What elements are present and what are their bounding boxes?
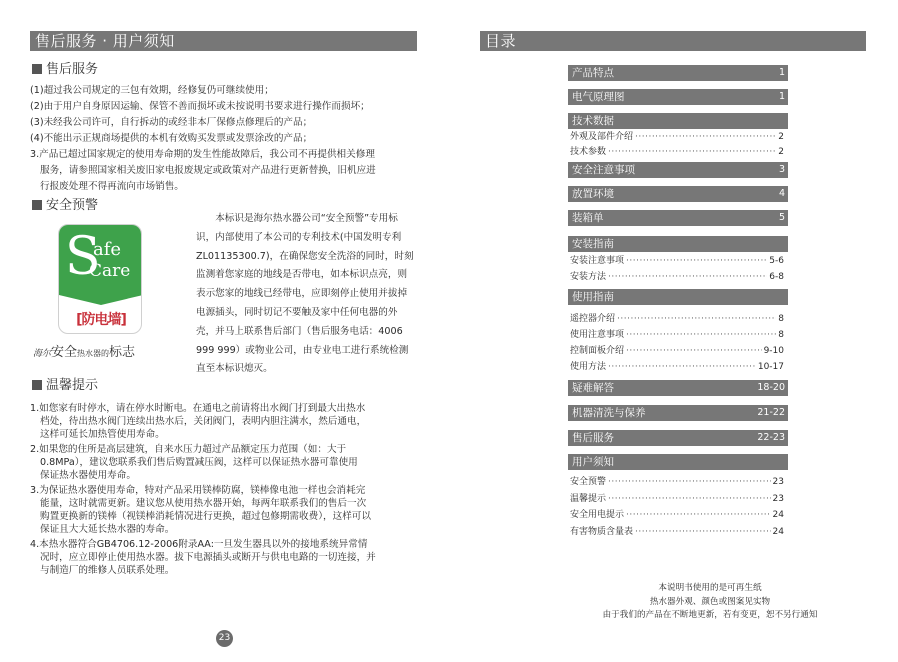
toc-section-bar[interactable] <box>568 89 788 105</box>
logo-caption <box>33 341 135 360</box>
toc-entry-label: 使用方法 <box>570 362 607 372</box>
safe-care-logo <box>58 224 142 334</box>
toc-entry-label: 使用注意事项 <box>570 330 625 340</box>
toc-section-label: 电气原理图 <box>572 91 625 103</box>
tip-line: 能量，这时就需更新。建议您从使用热水器开始，每两年联系我们的售后一次 <box>40 498 367 509</box>
page-header-contents: 目录 <box>480 31 866 51</box>
toc-page-number: 1 <box>778 67 785 78</box>
caption-part: 安全 <box>51 345 78 360</box>
toc-section-bar[interactable] <box>568 236 788 252</box>
toc-entry[interactable] <box>570 312 784 327</box>
section-title-safety-warning <box>32 198 98 214</box>
toc-page-number: 1 <box>778 91 785 102</box>
toc-section-label: 技术数据 <box>572 115 614 127</box>
tip-line: 档处，待出热水阀门连续出热水后，关闭阀门，表明内胆注满水，然后通电， <box>40 416 367 427</box>
after-sales-line: 行报废处理不得再流向市场销售。 <box>40 181 184 192</box>
toc-page-number: 2 <box>778 147 784 157</box>
caption-part: 标志 <box>109 345 136 360</box>
toc-section-label: 产品特点 <box>572 67 614 79</box>
logo-text-afe: afe <box>93 239 122 260</box>
toc-page-number: 24 <box>772 510 784 520</box>
after-sales-list <box>30 83 376 195</box>
toc-section-bar[interactable] <box>568 65 788 81</box>
after-sales-line: (3)未经我公司许可，自行拆动的或经非本厂保修点修理后的产品； <box>30 117 313 128</box>
square-bullet-icon <box>32 64 42 74</box>
toc-page-number: 2 <box>778 132 784 142</box>
square-bullet-icon <box>32 380 42 390</box>
toc-entry[interactable] <box>570 254 784 269</box>
safety-warning-description <box>196 210 416 379</box>
logo-chevron <box>59 295 142 305</box>
toc-entry[interactable] <box>570 270 784 285</box>
toc-entry-label: 安装方法 <box>570 272 607 282</box>
toc-entry-label: 外观及部件介绍 <box>570 132 634 142</box>
toc-leader-dots <box>608 492 771 507</box>
toc-entry-label: 控制面板介绍 <box>570 346 625 356</box>
toc-section-bar[interactable] <box>568 380 788 396</box>
toc-page-number: 3 <box>778 164 785 175</box>
toc-section-label: 疑难解答 <box>572 382 614 394</box>
toc-page-number: 8 <box>778 314 784 324</box>
toc-section-bar[interactable] <box>568 186 788 202</box>
toc-leader-dots <box>617 312 776 327</box>
warm-tip-item <box>30 402 376 441</box>
toc-leader-dots <box>608 360 756 375</box>
toc-page-number: 23 <box>772 477 784 487</box>
toc-section-label: 机器清洗与保养 <box>572 407 646 419</box>
tip-line: 1.如您家有时停水，请在停水时断电。在通电之前请将出水阀门打到最大出热水 <box>30 403 366 414</box>
tip-line: 0.8MPa），建议您联系我们售后购置减压阀，这样可以保证热水器可靠使用 <box>40 457 358 468</box>
tip-line: 保证热水器使用寿命。 <box>40 470 136 481</box>
toc-entry-label: 安装注意事项 <box>570 256 625 266</box>
toc-page-number: 5 <box>778 212 785 223</box>
toc-page-number: 24 <box>772 527 784 537</box>
toc-leader-dots <box>626 328 776 343</box>
warm-tip-item <box>30 484 376 536</box>
toc-section-label: 使用指南 <box>572 291 614 303</box>
toc-entry-label: 温馨提示 <box>570 494 607 504</box>
after-sales-line: 服务，请参照国家相关废旧家电报废规定或政策对产品进行更新替换，旧机应进 <box>40 165 376 176</box>
toc-leader-dots <box>608 475 771 490</box>
tip-line: 与制造厂的维修人员联系处理。 <box>40 565 175 576</box>
toc-section-bar[interactable] <box>568 454 788 470</box>
toc-entry-label: 有害物质含量表 <box>570 527 634 537</box>
toc-section-bar[interactable] <box>568 430 788 446</box>
toc-page-number: 5-6 <box>769 256 784 266</box>
toc-page-number: 10-17 <box>757 362 784 372</box>
tip-line: 这样可延长加热管使用寿命。 <box>40 429 165 440</box>
toc-page-number: 6-8 <box>769 272 784 282</box>
toc-section-bar[interactable] <box>568 289 788 305</box>
caption-part: 热水器的 <box>77 349 110 358</box>
logo-letter-s: S <box>65 227 101 287</box>
description-text: 本标识是海尔热水器公司“安全预警”专用标识，内部使用了本公司的专利技术(中国发明专利ZL01135300.7)，在确保您安全洗浴的同时，时刻监测着您家庭的地线是否带电，如本标识点亮，则表示您家的地线已经带电，应即刻停止使用并拔掉电源插头，同时切记不要触及家中任何电器的外壳，并马上联系售后部门（售后服务电话：4006 999 999）或物业公司，由专业电工进行系统检测直至本标识熄灭。 <box>196 213 414 375</box>
page-header-after-sales: 售后服务 · 用户须知 <box>30 31 417 51</box>
toc-entry[interactable] <box>570 492 784 507</box>
toc-page-number: 4 <box>778 188 785 199</box>
section-title-text: 安全预警 <box>46 198 99 213</box>
toc-entry[interactable] <box>570 508 784 523</box>
toc-entry[interactable] <box>570 525 784 540</box>
toc-entry[interactable] <box>570 328 784 343</box>
warm-tips-list <box>30 402 376 579</box>
toc-leader-dots <box>608 270 767 285</box>
after-sales-line: (2)由于用户自身原因运输、保管不善而损坏或未按说明书要求进行操作而损坏； <box>30 101 370 112</box>
tip-line: 购置更换新的镁棒（视镁棒消耗情况进行更换，超过包修期需收费），这样可以 <box>40 511 371 522</box>
warm-tip-item <box>30 443 376 482</box>
section-title-after-sales <box>32 62 98 78</box>
toc-leader-dots <box>608 145 776 160</box>
toc-entry[interactable] <box>570 475 784 490</box>
section-title-text: 温馨提示 <box>46 378 99 393</box>
toc-entry[interactable] <box>570 130 784 145</box>
tip-line: 2.如果您的住所是高层建筑，自来水压力超过产品额定压力范围（如：大于 <box>30 444 347 455</box>
warm-tip-item <box>30 538 376 577</box>
toc-section-label: 安全注意事项 <box>572 164 635 176</box>
footer-line: 本说明书使用的是可再生纸 <box>658 583 762 593</box>
toc-leader-dots <box>626 344 762 359</box>
toc-entry-label: 安全预警 <box>570 477 607 487</box>
toc-entry-label: 安全用电提示 <box>570 510 625 520</box>
toc-section-bar[interactable] <box>568 162 788 178</box>
toc-section-bar[interactable] <box>568 113 788 129</box>
tip-line: 3.为保证热水器使用寿命，特对产品采用镁棒防腐，镁棒像电池一样也会消耗完 <box>30 485 366 496</box>
tip-line: 况时，应立即停止使用热水器。拔下电源插头或断开与供电电路的一切连接，并 <box>40 552 376 563</box>
toc-section-label: 安装指南 <box>572 238 614 250</box>
after-sales-line: (4)不能出示正规商场提供的本机有效购买发票或发票涂改的产品； <box>30 133 313 144</box>
footer-line: 由于我们的产品在不断地更新，若有变更，恕不另行通知 <box>602 610 818 620</box>
footer-line: 热水器外观、颜色或图案见实物 <box>649 596 771 607</box>
after-sales-line: 3.产品已超过国家规定的使用寿命期的发生性能故障后，我公司不再提供相关修理 <box>30 149 375 160</box>
toc-entry-label: 技术参数 <box>570 147 607 157</box>
toc-entry-label: 遥控器介绍 <box>570 314 616 324</box>
toc-section-label: 用户须知 <box>572 456 614 468</box>
section-title-text: 售后服务 <box>46 62 99 77</box>
section-title-warm-tips <box>32 378 98 394</box>
toc-section-bar[interactable] <box>568 210 788 226</box>
caption-brand: 海尔 <box>33 349 52 359</box>
tip-line: 保证且大大延长热水器的寿命。 <box>40 524 175 535</box>
toc-section-label: 放置环境 <box>572 188 614 200</box>
toc-entry[interactable] <box>570 145 784 160</box>
toc-page-number: 9-10 <box>763 346 784 356</box>
toc-leader-dots <box>626 254 767 269</box>
toc-page-number: 8 <box>778 330 784 340</box>
logo-anti-shock-wall-badge: [防电墙] <box>76 312 126 328</box>
toc-entry[interactable] <box>570 344 784 359</box>
toc-leader-dots <box>626 508 771 523</box>
toc-page-number: 23 <box>772 494 784 504</box>
page-number-badge: 23 <box>216 630 233 647</box>
toc-entry[interactable] <box>570 360 784 375</box>
toc-leader-dots <box>635 130 776 145</box>
footer-note <box>570 582 850 623</box>
toc-section-label: 装箱单 <box>572 212 604 224</box>
toc-page-number: 22-23 <box>757 432 785 443</box>
toc-section-label: 售后服务 <box>572 432 614 444</box>
tip-line: 4.本热水器符合GB4706.12-2006附录AA:一旦发生器具以外的接地系统异常情 <box>30 539 368 550</box>
square-bullet-icon <box>32 200 42 210</box>
toc-page-number: 18-20 <box>757 382 785 393</box>
toc-section-bar[interactable] <box>568 405 788 421</box>
after-sales-line: (1)超过我公司规定的三包有效期，经修复仍可继续使用； <box>30 85 274 96</box>
toc-page-number: 21-22 <box>757 407 785 418</box>
logo-text-care: Care <box>89 261 131 281</box>
toc-leader-dots <box>635 525 771 540</box>
